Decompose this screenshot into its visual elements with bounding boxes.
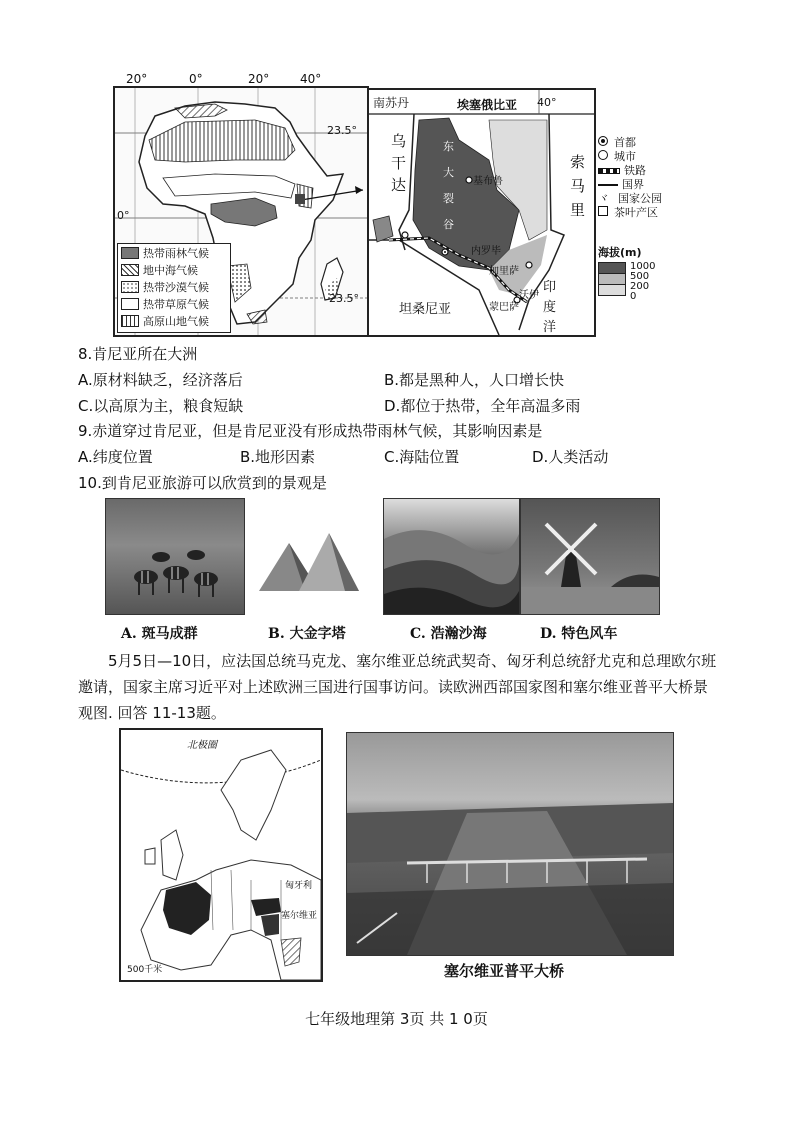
q10-option-b[interactable]: B. 大金字塔 xyxy=(268,626,346,642)
somalia-char: 马 xyxy=(570,177,586,195)
pyramid-image xyxy=(249,499,379,614)
legend-label: 茶叶产区 xyxy=(614,206,658,219)
legend-label: 铁路 xyxy=(624,164,646,177)
legend-label: 城市 xyxy=(614,150,636,163)
legend-railway xyxy=(598,164,688,178)
elevation-title: 海拔(m) xyxy=(598,246,642,259)
hungary-label: 匈牙利 xyxy=(285,881,313,891)
legend-label: 高原山地气候 xyxy=(143,314,209,328)
q9-option-a[interactable]: A.纬度位置 xyxy=(78,448,153,466)
city-label: 蒙巴萨 xyxy=(489,302,519,313)
page-footer: 七年级地理第 3页 共 1 0页 xyxy=(305,1010,488,1028)
elevation-swatch xyxy=(598,285,626,296)
highland-swatch xyxy=(121,315,139,327)
kenya-legend xyxy=(598,136,688,220)
border-icon xyxy=(598,184,618,186)
lon-label-40: 40° xyxy=(537,96,557,109)
rift-valley-label xyxy=(443,134,454,238)
somalia-char: 里 xyxy=(570,201,586,219)
elevation-legend xyxy=(598,244,688,302)
pyramid-photo[interactable] xyxy=(248,498,380,615)
capital-icon xyxy=(598,136,608,146)
serbia-label: 塞尔维亚 xyxy=(281,911,318,921)
uganda-char: 达 xyxy=(391,176,407,194)
q9-option-b[interactable]: B.地形因素 xyxy=(240,448,316,466)
q10-option-c[interactable]: C. 浩瀚沙海 xyxy=(410,626,487,642)
bridge-image xyxy=(347,733,673,955)
q10-option-a[interactable]: A. 斑马成群 xyxy=(121,626,198,642)
giraffe-icon: ヾ xyxy=(598,192,609,205)
legend-item-mediterranean xyxy=(118,261,230,278)
question-8: 8.肯尼亚所在大洲 xyxy=(78,345,198,363)
lon-label: 0° xyxy=(189,72,203,86)
question-10: 10.到肯尼亚旅游可以欣赏到的景观是 xyxy=(78,474,327,492)
rift-char: 谷 xyxy=(443,218,454,231)
ocean-char: 度 xyxy=(543,300,557,315)
legend-park xyxy=(598,192,688,206)
city-icon xyxy=(598,150,608,160)
legend-label: 国界 xyxy=(622,178,644,191)
windmill-photo[interactable] xyxy=(520,498,660,615)
reading-passage: 5月5日—10日，应法国总统马克龙、塞尔维亚总统武契奇、匈牙利总统舒尤克和总理欧尔班邀请，国家主席习近平对上述欧洲三国进行国事访问。读欧洲西部国家图和塞尔维亚普平大桥景观图. 回答 11-13题。 xyxy=(78,652,717,722)
elevation-tick: 1000 xyxy=(630,261,656,272)
q8-option-b[interactable]: B.都是黑种人，人口增长快 xyxy=(384,371,565,389)
africa-climate-map xyxy=(113,86,369,337)
country-tanzania: 坦桑尼亚 xyxy=(399,302,452,317)
lon-label: 20° xyxy=(126,72,148,86)
legend-border xyxy=(598,178,688,192)
desert-swatch xyxy=(121,281,139,293)
ocean-char: 洋 xyxy=(543,320,557,335)
city-label: 加里萨 xyxy=(489,266,519,277)
country-ethiopia: 埃塞俄比亚 xyxy=(457,98,518,112)
elevation-tick: 0 xyxy=(630,291,637,302)
city-label: 内罗毕 xyxy=(471,246,501,257)
q9-option-d[interactable]: D.人类活动 xyxy=(532,448,609,466)
q8-option-c[interactable]: C.以高原为主，粮食短缺 xyxy=(78,397,244,415)
legend-label: 地中海气候 xyxy=(143,263,198,277)
elevation-tick: 500 xyxy=(630,271,650,282)
legend-item-desert xyxy=(118,278,230,295)
uganda-char: 乌 xyxy=(391,132,407,150)
q8-option-a[interactable]: A.原材料缺乏，经济落后 xyxy=(78,371,243,389)
legend-item-savanna xyxy=(118,295,230,312)
elevation-swatch xyxy=(598,262,626,274)
europe-map xyxy=(119,728,323,982)
city-label: 基布鲁 xyxy=(473,176,503,187)
lat-label-north: 23.5° xyxy=(327,124,357,137)
legend-label: 热带沙漠气候 xyxy=(143,280,209,294)
legend-label: 热带草原气候 xyxy=(143,297,209,311)
mediterranean-swatch xyxy=(121,264,139,276)
legend-label: 热带雨林气候 xyxy=(143,246,209,260)
bridge-photo[interactable] xyxy=(346,732,674,956)
railway-icon xyxy=(598,168,620,174)
question-9: 9.赤道穿过肯尼亚，但是肯尼亚没有形成热带雨林气候，其影响因素是 xyxy=(78,422,543,440)
legend-item-rainforest xyxy=(118,244,230,261)
zebra-herd-image xyxy=(106,499,244,614)
tea-icon xyxy=(598,206,608,216)
ocean-label xyxy=(543,278,556,338)
lon-label: 20° xyxy=(248,72,270,86)
country-south-sudan: 南苏丹 xyxy=(373,96,410,110)
rainforest-swatch xyxy=(121,247,139,259)
rift-char: 裂 xyxy=(443,192,454,205)
legend-capital xyxy=(598,136,688,150)
ocean-char: 印 xyxy=(543,280,557,295)
bridge-caption: 塞尔维亚普平大桥 xyxy=(444,962,565,980)
lat-label-equator: 0° xyxy=(117,209,130,222)
rift-char: 东 xyxy=(443,140,454,153)
uganda-char: 干 xyxy=(391,154,407,172)
windmill-image xyxy=(521,499,659,614)
lon-label: 40° xyxy=(300,72,322,86)
legend-label: 国家公园 xyxy=(618,192,662,205)
legend-item-highland xyxy=(118,312,230,329)
q8-option-d[interactable]: D.都位于热带，全年高温多雨 xyxy=(384,397,581,415)
country-uganda xyxy=(391,130,406,196)
legend-label: 首都 xyxy=(614,136,636,149)
zebra-photo[interactable] xyxy=(105,498,245,615)
scale-bar-label: 500千米 xyxy=(127,965,163,975)
city-label: 沃伊 xyxy=(519,290,539,301)
kenya-map xyxy=(367,88,596,337)
savanna-swatch xyxy=(121,298,139,310)
rift-char: 大 xyxy=(443,166,454,179)
europe-map-svg xyxy=(121,730,321,980)
legend-tea xyxy=(598,206,688,220)
q9-option-c[interactable]: C.海陆位置 xyxy=(384,448,460,466)
africa-legend xyxy=(117,243,231,333)
sand-dunes-image xyxy=(384,499,519,614)
somalia-char: 索 xyxy=(570,153,586,171)
q10-option-d[interactable]: D. 特色风车 xyxy=(540,626,618,642)
arctic-circle-label: 北极圈 xyxy=(187,740,217,751)
country-somalia xyxy=(570,150,585,222)
elevation-tick: 200 xyxy=(630,281,650,292)
legend-city xyxy=(598,150,688,164)
lat-label-south: 23.5° xyxy=(329,292,359,305)
desert-photo[interactable] xyxy=(383,498,520,615)
elevation-swatch xyxy=(598,274,626,285)
